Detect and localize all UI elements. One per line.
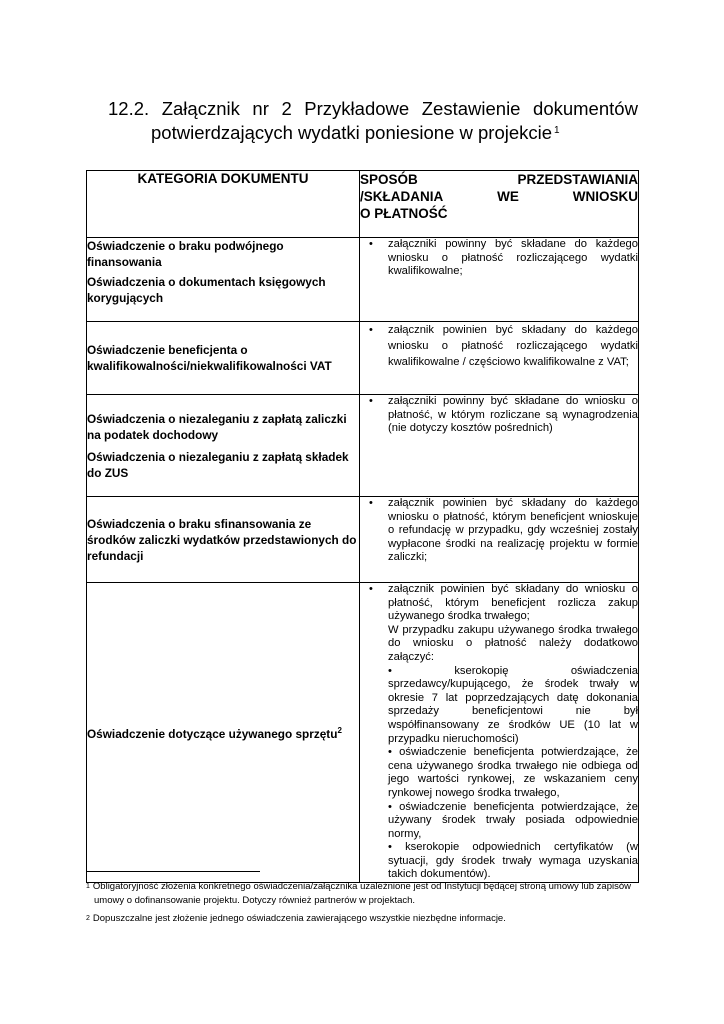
header-word: SPOSÓB bbox=[360, 172, 418, 187]
table-row bbox=[87, 497, 639, 583]
method-item: • załącznik powinien być składany do wniosku o płatność, którym beneficjent rozlicza zakup używanego środka trwałego; bbox=[360, 583, 638, 624]
method-cell bbox=[360, 583, 639, 883]
category-text bbox=[87, 723, 359, 742]
footnote-text: Dopuszczalne jest złożenie jednego oświadczenia zawierającego wszystkie niezbędne informacje. bbox=[92, 913, 506, 924]
table-row bbox=[87, 395, 639, 497]
method-item: • załącznik powinien być składany do każdego wniosku o płatność, którym beneficjent wnioskuje o refundację w przypadku, gdy wcześniej zostały wypłacone środki na realizację projektu w formie zaliczki; bbox=[360, 497, 638, 565]
method-subitem: • oświadczenie beneficjenta potwierdzające, że używany środek trwały posiada odpowiednie normy, bbox=[388, 800, 638, 840]
category-cell bbox=[87, 238, 360, 322]
table-header-row bbox=[87, 171, 639, 238]
category-label: Oświadczenie dotyczące używanego sprzętu bbox=[87, 726, 338, 741]
category-text: Oświadczenia o dokumentach księgowych korygujących bbox=[87, 275, 326, 305]
header-method-line-1 bbox=[360, 171, 638, 188]
method-subitem: • kserokopię oświadczenia sprzedawcy/kupującego, że środek trwały w okresie 7 lat poprzedzających datę dokonania sprzedaży beneficjentowi nie był współfinansowany ze środków UE (10 lat w przypadku nieruchomości) bbox=[388, 664, 638, 745]
footnote-continuation: umowy o dofinansowanie projektu. Dotyczy również partnerów w projektach. bbox=[94, 895, 416, 906]
category-cell bbox=[87, 395, 360, 497]
header-word: WE bbox=[497, 189, 519, 204]
heading-word: 2 bbox=[281, 98, 292, 119]
heading-word: Załącznik bbox=[161, 98, 240, 119]
header-method-line-3: O PŁATNOŚĆ bbox=[360, 206, 448, 221]
method-item: • załączniki powinny być składane do każdego wniosku o płatność rozliczającego wydatki kwalifikowalne; bbox=[360, 238, 638, 279]
heading-number: 12.2. bbox=[108, 98, 150, 119]
heading-text: potwierdzających wydatki poniesione w projekcie bbox=[151, 122, 553, 143]
method-subtext: W przypadku zakupu używanego środka trwałego do wniosku o płatność należy dodatkowo załączyć: bbox=[388, 623, 638, 663]
footnote-ref: 2 bbox=[337, 726, 342, 736]
footnote bbox=[86, 880, 646, 908]
category-cell bbox=[87, 322, 360, 395]
footnote-text: Obligatoryjność złożenia konkretnego oświadczenia/załącznika uzależnione jest od Instytucji będącej stroną umowy lub zapisów bbox=[92, 881, 632, 892]
table-row bbox=[87, 238, 639, 322]
category-text: Oświadczenia o braku sfinansowania ze środków zaliczki wydatków przedstawionych do refundacji bbox=[87, 516, 357, 563]
heading-line-1 bbox=[108, 97, 638, 121]
heading-word: nr bbox=[252, 98, 269, 119]
method-cell bbox=[360, 322, 639, 395]
category-text: Oświadczenie o braku podwójnego finansowania bbox=[87, 239, 284, 269]
heading-word: Zestawienie bbox=[421, 98, 521, 119]
footnote-divider bbox=[86, 871, 260, 872]
heading-word: dokumentów bbox=[533, 98, 638, 119]
category-cell bbox=[87, 583, 360, 883]
method-cell bbox=[360, 497, 639, 583]
category-text: Oświadczenia o niezaleganiu z zapłatą składek do ZUS bbox=[87, 449, 349, 480]
method-item: • załączniki powinny być składane do wniosku o płatność, w którym rozliczane są wynagrodzenia (nie dotyczy kosztów pośrednich) bbox=[360, 395, 638, 436]
heading-line-2 bbox=[108, 121, 638, 145]
method-item: • załącznik powinien być składany do każdego wniosku o płatność rozliczającego wydatki kwalifikowalne / częściowo kwalifikowalne z VAT; bbox=[360, 322, 638, 370]
footnotes bbox=[86, 880, 646, 930]
header-method-line-2 bbox=[360, 188, 638, 205]
header-category: KATEGORIA DOKUMENTU bbox=[87, 171, 360, 238]
header-word: PRZEDSTAWIANIA bbox=[517, 172, 638, 187]
section-heading bbox=[108, 97, 638, 145]
header-method bbox=[360, 171, 639, 238]
footnote bbox=[86, 912, 646, 926]
method-cell bbox=[360, 238, 639, 322]
method-cell bbox=[360, 395, 639, 497]
documents-table bbox=[86, 170, 639, 883]
header-word: WNIOSKU bbox=[572, 189, 638, 204]
method-subitem: • oświadczenie beneficjenta potwierdzające, że cena używanego środka trwałego nie odbiega od jego wartości rynkowej, ze wskazaniem ceny rynkowej nowego środka trwałego, bbox=[388, 746, 638, 799]
method-subitem: • kserokopie odpowiednich certyfikatów (w sytuacji, gdy środek trwały wymaga uzyskania takich dokumentów). bbox=[388, 841, 638, 881]
heading-word: Przykładowe bbox=[304, 98, 410, 119]
category-cell bbox=[87, 497, 360, 583]
table-row bbox=[87, 583, 639, 883]
footnote-number: 2 bbox=[86, 915, 90, 922]
footnote-ref: 1 bbox=[554, 125, 560, 136]
table-row bbox=[87, 322, 639, 395]
footnote-number: 1 bbox=[86, 883, 90, 890]
header-word: /SKŁADANIA bbox=[360, 189, 444, 204]
category-text: Oświadczenie beneficjenta o kwalifikowalności/niekwalifikowalności VAT bbox=[87, 343, 332, 373]
category-text: Oświadczenia o niezaleganiu z zapłatą zaliczki na podatek dochodowy bbox=[87, 411, 347, 442]
